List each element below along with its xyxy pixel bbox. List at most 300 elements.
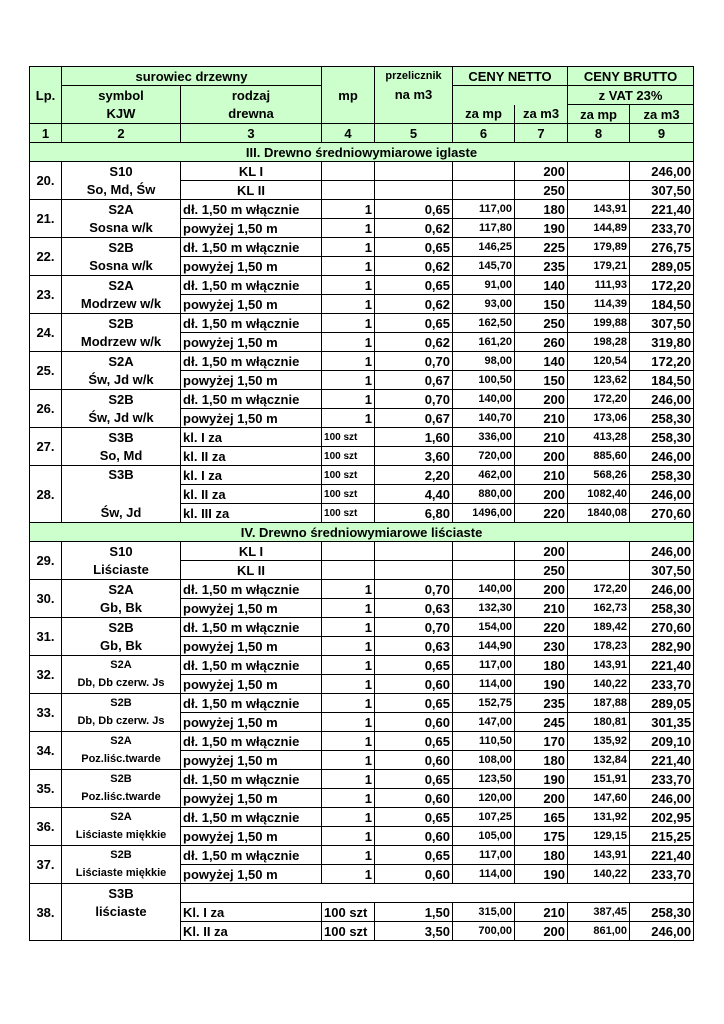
brutto-za-m3-cell: 233,70 [630,675,694,694]
header-surowiec: surowiec drzewny [62,67,322,86]
brutto-za-m3-cell: 172,20 [630,276,694,295]
netto-za-m3-cell: 150 [515,371,568,390]
table-row [30,580,694,599]
rodzaj-cell: dł. 1,50 m włącznie [181,808,322,827]
netto-za-mp-cell: 462,00 [453,466,515,485]
netto-za-mp-cell: 336,00 [453,428,515,447]
brutto-za-mp-cell: 172,20 [568,390,630,409]
netto-za-mp-cell: 108,00 [453,751,515,770]
lp-cell: 20. [30,162,62,200]
brutto-za-m3-cell: 246,00 [630,922,694,941]
brutto-za-m3-cell: 184,50 [630,295,694,314]
netto-za-m3-cell: 210 [515,903,568,922]
section-row [30,523,694,542]
netto-za-m3-cell: 235 [515,694,568,713]
netto-za-m3-cell: 180 [515,656,568,675]
netto-za-mp-cell: 140,70 [453,409,515,428]
brutto-za-m3-cell: 307,50 [630,181,694,200]
netto-za-mp-cell: 140,00 [453,580,515,599]
mp-cell: 1 [322,314,375,333]
przelicznik-cell: 4,40 [375,485,453,504]
mp-cell: 1 [322,865,375,884]
brutto-za-mp-cell: 135,92 [568,732,630,751]
table-row [30,694,694,713]
lp-cell: 29. [30,542,62,580]
header-mp: mp [322,67,375,124]
netto-za-m3-cell: 165 [515,808,568,827]
netto-za-m3-cell: 190 [515,770,568,789]
symbol-cell: S10 [62,542,181,561]
przelicznik-cell: 0,63 [375,599,453,618]
brutto-za-mp-cell: 131,92 [568,808,630,827]
netto-za-m3-cell: 140 [515,276,568,295]
empty-cell [181,884,694,903]
rodzaj-cell: kl. II za [181,447,322,466]
przelicznik-cell: 0,60 [375,789,453,808]
netto-za-m3-cell: 230 [515,637,568,656]
table-row [30,257,694,276]
brutto-za-mp-cell: 111,93 [568,276,630,295]
brutto-za-m3-cell: 319,80 [630,333,694,352]
mp-cell: 1 [322,352,375,371]
lp-cell: 38. [30,884,62,941]
brutto-za-mp-cell: 120,54 [568,352,630,371]
netto-za-m3-cell: 170 [515,732,568,751]
brutto-za-m3-cell: 202,95 [630,808,694,827]
symbol-cell: S3B [62,884,181,903]
brutto-za-mp-cell: 1840,08 [568,504,630,523]
table-row [30,846,694,865]
netto-za-m3-cell: 180 [515,200,568,219]
lp-cell: 25. [30,352,62,390]
rodzaj-cell: powyżej 1,50 m [181,257,322,276]
symbol-cell: Gb, Bk [62,599,181,618]
przelicznik-cell: 0,70 [375,390,453,409]
netto-za-m3-cell: 200 [515,542,568,561]
column-number: 8 [568,124,630,143]
przelicznik-cell: 0,70 [375,580,453,599]
netto-za-m3-cell: 200 [515,162,568,181]
table-row [30,200,694,219]
brutto-za-m3-cell: 282,90 [630,637,694,656]
table-row [30,751,694,770]
netto-za-mp-cell: 145,70 [453,257,515,276]
mp-cell: 1 [322,200,375,219]
mp-cell: 1 [322,390,375,409]
przelicznik-cell [375,561,453,580]
rodzaj-cell: powyżej 1,50 m [181,333,322,352]
table-row [30,352,694,371]
przelicznik-cell: 0,65 [375,846,453,865]
przelicznik-cell: 0,67 [375,371,453,390]
netto-za-mp-cell: 93,00 [453,295,515,314]
rodzaj-cell: Kl. II za [181,922,322,941]
lp-cell: 22. [30,238,62,276]
brutto-za-mp-cell: 172,20 [568,580,630,599]
brutto-za-mp-cell: 143,91 [568,656,630,675]
przelicznik-cell: 0,65 [375,694,453,713]
header-netto-za-mp: za mp [453,105,515,124]
rodzaj-cell: KL II [181,181,322,200]
netto-za-mp-cell: 120,00 [453,789,515,808]
netto-za-mp-cell: 700,00 [453,922,515,941]
symbol-cell: Sosna w/k [62,219,181,238]
netto-za-mp-cell: 91,00 [453,276,515,295]
brutto-za-mp-cell: 144,89 [568,219,630,238]
lp-cell: 35. [30,770,62,808]
przelicznik-cell: 0,67 [375,409,453,428]
rodzaj-cell: powyżej 1,50 m [181,827,322,846]
brutto-za-m3-cell: 307,50 [630,314,694,333]
przelicznik-cell: 2,20 [375,466,453,485]
mp-cell [322,561,375,580]
header-symbol: symbol [62,86,181,105]
netto-za-mp-cell: 162,50 [453,314,515,333]
netto-za-mp-cell: 117,00 [453,200,515,219]
symbol-cell: S2B [62,314,181,333]
netto-za-mp-cell: 880,00 [453,485,515,504]
brutto-za-mp-cell: 140,22 [568,865,630,884]
brutto-za-m3-cell: 209,10 [630,732,694,751]
mp-cell: 1 [322,789,375,808]
brutto-za-m3-cell: 276,75 [630,238,694,257]
netto-za-mp-cell: 117,80 [453,219,515,238]
brutto-za-mp-cell: 173,06 [568,409,630,428]
table-row [30,295,694,314]
przelicznik-cell [375,181,453,200]
brutto-za-m3-cell: 246,00 [630,542,694,561]
symbol-cell: S2B [62,770,181,789]
rodzaj-cell: powyżej 1,50 m [181,789,322,808]
table-row [30,409,694,428]
brutto-za-m3-cell: 221,40 [630,751,694,770]
przelicznik-cell: 0,60 [375,865,453,884]
netto-za-mp-cell: 144,90 [453,637,515,656]
symbol-cell: S2B [62,390,181,409]
header-brutto-za-m3: za m3 [630,105,694,124]
brutto-za-m3-cell: 301,35 [630,713,694,732]
symbol-cell: S2A [62,580,181,599]
brutto-za-m3-cell: 233,70 [630,770,694,789]
netto-za-m3-cell: 210 [515,466,568,485]
netto-za-mp-cell: 154,00 [453,618,515,637]
brutto-za-mp-cell: 151,91 [568,770,630,789]
przelicznik-cell: 0,62 [375,295,453,314]
header-drewna: drewna [181,105,322,124]
netto-za-m3-cell: 245 [515,713,568,732]
przelicznik-cell: 0,65 [375,314,453,333]
symbol-cell: Db, Db czerw. Js [62,713,181,732]
symbol-cell: Św, Jd [62,504,181,523]
rodzaj-cell: dł. 1,50 m włącznie [181,276,322,295]
mp-cell: 1 [322,371,375,390]
lp-cell: 33. [30,694,62,732]
rodzaj-cell: kl. III za [181,504,322,523]
symbol-cell: Św, Jd w/k [62,371,181,390]
header-ceny-brutto: CENY BRUTTO [568,67,694,86]
lp-cell: 37. [30,846,62,884]
netto-za-m3-cell: 200 [515,789,568,808]
table-row [30,732,694,751]
symbol-cell: S3B [62,428,181,447]
przelicznik-cell: 0,65 [375,808,453,827]
symbol-cell: Db, Db czerw. Js [62,675,181,694]
rodzaj-cell: dł. 1,50 m włącznie [181,314,322,333]
brutto-za-mp-cell: 199,88 [568,314,630,333]
mp-cell: 1 [322,618,375,637]
header-kjw: KJW [62,105,181,124]
brutto-za-mp-cell: 147,60 [568,789,630,808]
przelicznik-cell: 0,63 [375,637,453,656]
symbol-cell: Modrzew w/k [62,333,181,352]
brutto-za-mp-cell: 387,45 [568,903,630,922]
brutto-za-m3-cell: 258,30 [630,903,694,922]
brutto-za-mp-cell: 189,42 [568,618,630,637]
header-z-vat: z VAT 23% [568,86,694,105]
brutto-za-m3-cell: 270,60 [630,618,694,637]
table-row [30,542,694,561]
mp-cell: 1 [322,238,375,257]
netto-za-m3-cell: 200 [515,485,568,504]
netto-za-m3-cell: 220 [515,618,568,637]
rodzaj-cell: dł. 1,50 m włącznie [181,618,322,637]
przelicznik-cell: 0,60 [375,751,453,770]
brutto-za-mp-cell: 132,84 [568,751,630,770]
netto-za-m3-cell: 190 [515,219,568,238]
brutto-za-m3-cell: 215,25 [630,827,694,846]
netto-za-mp-cell: 147,00 [453,713,515,732]
brutto-za-m3-cell: 184,50 [630,371,694,390]
mp-cell: 100 szt [322,922,375,941]
mp-cell: 1 [322,409,375,428]
netto-za-m3-cell: 250 [515,314,568,333]
netto-za-m3-cell: 180 [515,846,568,865]
table-row [30,219,694,238]
przelicznik-cell: 1,50 [375,903,453,922]
column-number: 6 [453,124,515,143]
przelicznik-cell: 0,62 [375,257,453,276]
header-rodzaj: rodzaj [181,86,322,105]
brutto-za-mp-cell: 129,15 [568,827,630,846]
table-row [30,770,694,789]
table-row [30,447,694,466]
symbol-cell: So, Md, Św [62,181,181,200]
rodzaj-cell: KL II [181,561,322,580]
brutto-za-m3-cell: 258,30 [630,409,694,428]
symbol-cell: S2B [62,846,181,865]
brutto-za-mp-cell: 123,62 [568,371,630,390]
rodzaj-cell: dł. 1,50 m włącznie [181,694,322,713]
mp-cell [322,542,375,561]
brutto-za-m3-cell: 221,40 [630,200,694,219]
brutto-za-mp-cell: 114,39 [568,295,630,314]
rodzaj-cell: powyżej 1,50 m [181,637,322,656]
netto-za-m3-cell: 225 [515,238,568,257]
symbol-cell: Gb, Bk [62,637,181,656]
brutto-za-m3-cell: 233,70 [630,865,694,884]
netto-za-mp-cell [453,542,515,561]
brutto-za-mp-cell [568,561,630,580]
brutto-za-m3-cell: 289,05 [630,257,694,276]
table-row [30,276,694,295]
symbol-cell: S2A [62,732,181,751]
rodzaj-cell: powyżej 1,50 m [181,219,322,238]
netto-za-m3-cell: 200 [515,580,568,599]
brutto-za-m3-cell: 221,40 [630,846,694,865]
mp-cell: 1 [322,276,375,295]
brutto-za-m3-cell: 258,30 [630,466,694,485]
przelicznik-cell [375,542,453,561]
column-number: 7 [515,124,568,143]
symbol-cell: Poz.liśc.twarde [62,789,181,808]
symbol-cell: S2A [62,656,181,675]
netto-za-m3-cell: 175 [515,827,568,846]
mp-cell: 1 [322,827,375,846]
header-netto-blank [453,86,568,105]
table-row [30,504,694,523]
brutto-za-m3-cell: 246,00 [630,447,694,466]
brutto-za-mp-cell: 1082,40 [568,485,630,504]
netto-za-mp-cell: 1496,00 [453,504,515,523]
mp-cell: 100 szt [322,903,375,922]
column-number: 2 [62,124,181,143]
table-row [30,314,694,333]
mp-cell: 1 [322,295,375,314]
rodzaj-cell: kl. I za [181,466,322,485]
table-row [30,656,694,675]
netto-za-mp-cell: 152,75 [453,694,515,713]
header-ceny-netto: CENY NETTO [453,67,568,86]
przelicznik-cell: 0,60 [375,675,453,694]
rodzaj-cell: powyżej 1,50 m [181,371,322,390]
mp-cell: 1 [322,637,375,656]
column-number: 9 [630,124,694,143]
symbol-cell: S2A [62,808,181,827]
section-title: III. Drewno średniowymiarowe iglaste [30,143,694,162]
mp-cell: 1 [322,257,375,276]
netto-za-mp-cell: 98,00 [453,352,515,371]
brutto-za-m3-cell: 246,00 [630,390,694,409]
table-row [30,599,694,618]
column-number: 5 [375,124,453,143]
rodzaj-cell: KL I [181,162,322,181]
netto-za-m3-cell: 260 [515,333,568,352]
netto-za-m3-cell: 190 [515,865,568,884]
brutto-za-mp-cell: 179,89 [568,238,630,257]
netto-za-mp-cell: 161,20 [453,333,515,352]
netto-za-m3-cell: 190 [515,675,568,694]
rodzaj-cell: powyżej 1,50 m [181,713,322,732]
brutto-za-mp-cell: 198,28 [568,333,630,352]
netto-za-mp-cell: 110,50 [453,732,515,751]
przelicznik-cell: 3,60 [375,447,453,466]
symbol-cell: Liściaste miękkie [62,827,181,846]
netto-za-m3-cell: 200 [515,922,568,941]
lp-cell: 30. [30,580,62,618]
przelicznik-cell: 0,62 [375,219,453,238]
header-lp: Lp. [30,67,62,124]
rodzaj-cell: dł. 1,50 m włącznie [181,656,322,675]
rodzaj-cell: kl. II za [181,485,322,504]
brutto-za-m3-cell: 258,30 [630,428,694,447]
brutto-za-mp-cell: 162,73 [568,599,630,618]
brutto-za-m3-cell: 270,60 [630,504,694,523]
table-row [30,333,694,352]
symbol-cell: S10 [62,162,181,181]
brutto-za-mp-cell [568,162,630,181]
column-number: 4 [322,124,375,143]
table-row [30,789,694,808]
netto-za-m3-cell: 250 [515,561,568,580]
brutto-za-m3-cell: 172,20 [630,352,694,371]
brutto-za-mp-cell: 180,81 [568,713,630,732]
rodzaj-cell: powyżej 1,50 m [181,295,322,314]
netto-za-m3-cell: 250 [515,181,568,200]
symbol-cell: Poz.liśc.twarde [62,751,181,770]
przelicznik-cell: 0,60 [375,713,453,732]
brutto-za-m3-cell: 289,05 [630,694,694,713]
rodzaj-cell: KL I [181,542,322,561]
rodzaj-cell: dł. 1,50 m włącznie [181,238,322,257]
table-row [30,713,694,732]
mp-cell [322,181,375,200]
przelicznik-cell: 0,62 [375,333,453,352]
symbol-cell: S2A [62,200,181,219]
rodzaj-cell: powyżej 1,50 m [181,409,322,428]
mp-cell: 1 [322,656,375,675]
mp-cell: 1 [322,770,375,789]
przelicznik-cell: 0,65 [375,656,453,675]
mp-cell: 1 [322,732,375,751]
rodzaj-cell: Kl. I za [181,903,322,922]
brutto-za-m3-cell: 246,00 [630,580,694,599]
rodzaj-cell: dł. 1,50 m włącznie [181,770,322,789]
netto-za-m3-cell: 150 [515,295,568,314]
przelicznik-cell: 0,65 [375,732,453,751]
mp-cell: 1 [322,675,375,694]
mp-cell: 100 szt [322,504,375,523]
mp-cell: 1 [322,580,375,599]
rodzaj-cell: dł. 1,50 m włącznie [181,352,322,371]
table-row [30,618,694,637]
mp-cell: 1 [322,333,375,352]
lp-cell: 23. [30,276,62,314]
brutto-za-mp-cell: 143,91 [568,200,630,219]
netto-za-mp-cell: 100,50 [453,371,515,390]
table-row [30,466,694,485]
mp-cell: 1 [322,599,375,618]
mp-cell: 100 szt [322,485,375,504]
table-row [30,808,694,827]
symbol-cell: S2B [62,238,181,257]
column-number: 3 [181,124,322,143]
table-row [30,637,694,656]
rodzaj-cell: dł. 1,50 m włącznie [181,200,322,219]
price-table [29,66,694,941]
netto-za-m3-cell: 235 [515,257,568,276]
symbol-cell: Modrzew w/k [62,295,181,314]
netto-za-m3-cell: 200 [515,390,568,409]
mp-cell [322,162,375,181]
table-row [30,675,694,694]
table-row [30,827,694,846]
rodzaj-cell: powyżej 1,50 m [181,599,322,618]
symbol-cell: Liściaste [62,561,181,580]
przelicznik-cell [375,162,453,181]
symbol-cell: S2B [62,618,181,637]
mp-cell: 100 szt [322,428,375,447]
table-row [30,181,694,200]
